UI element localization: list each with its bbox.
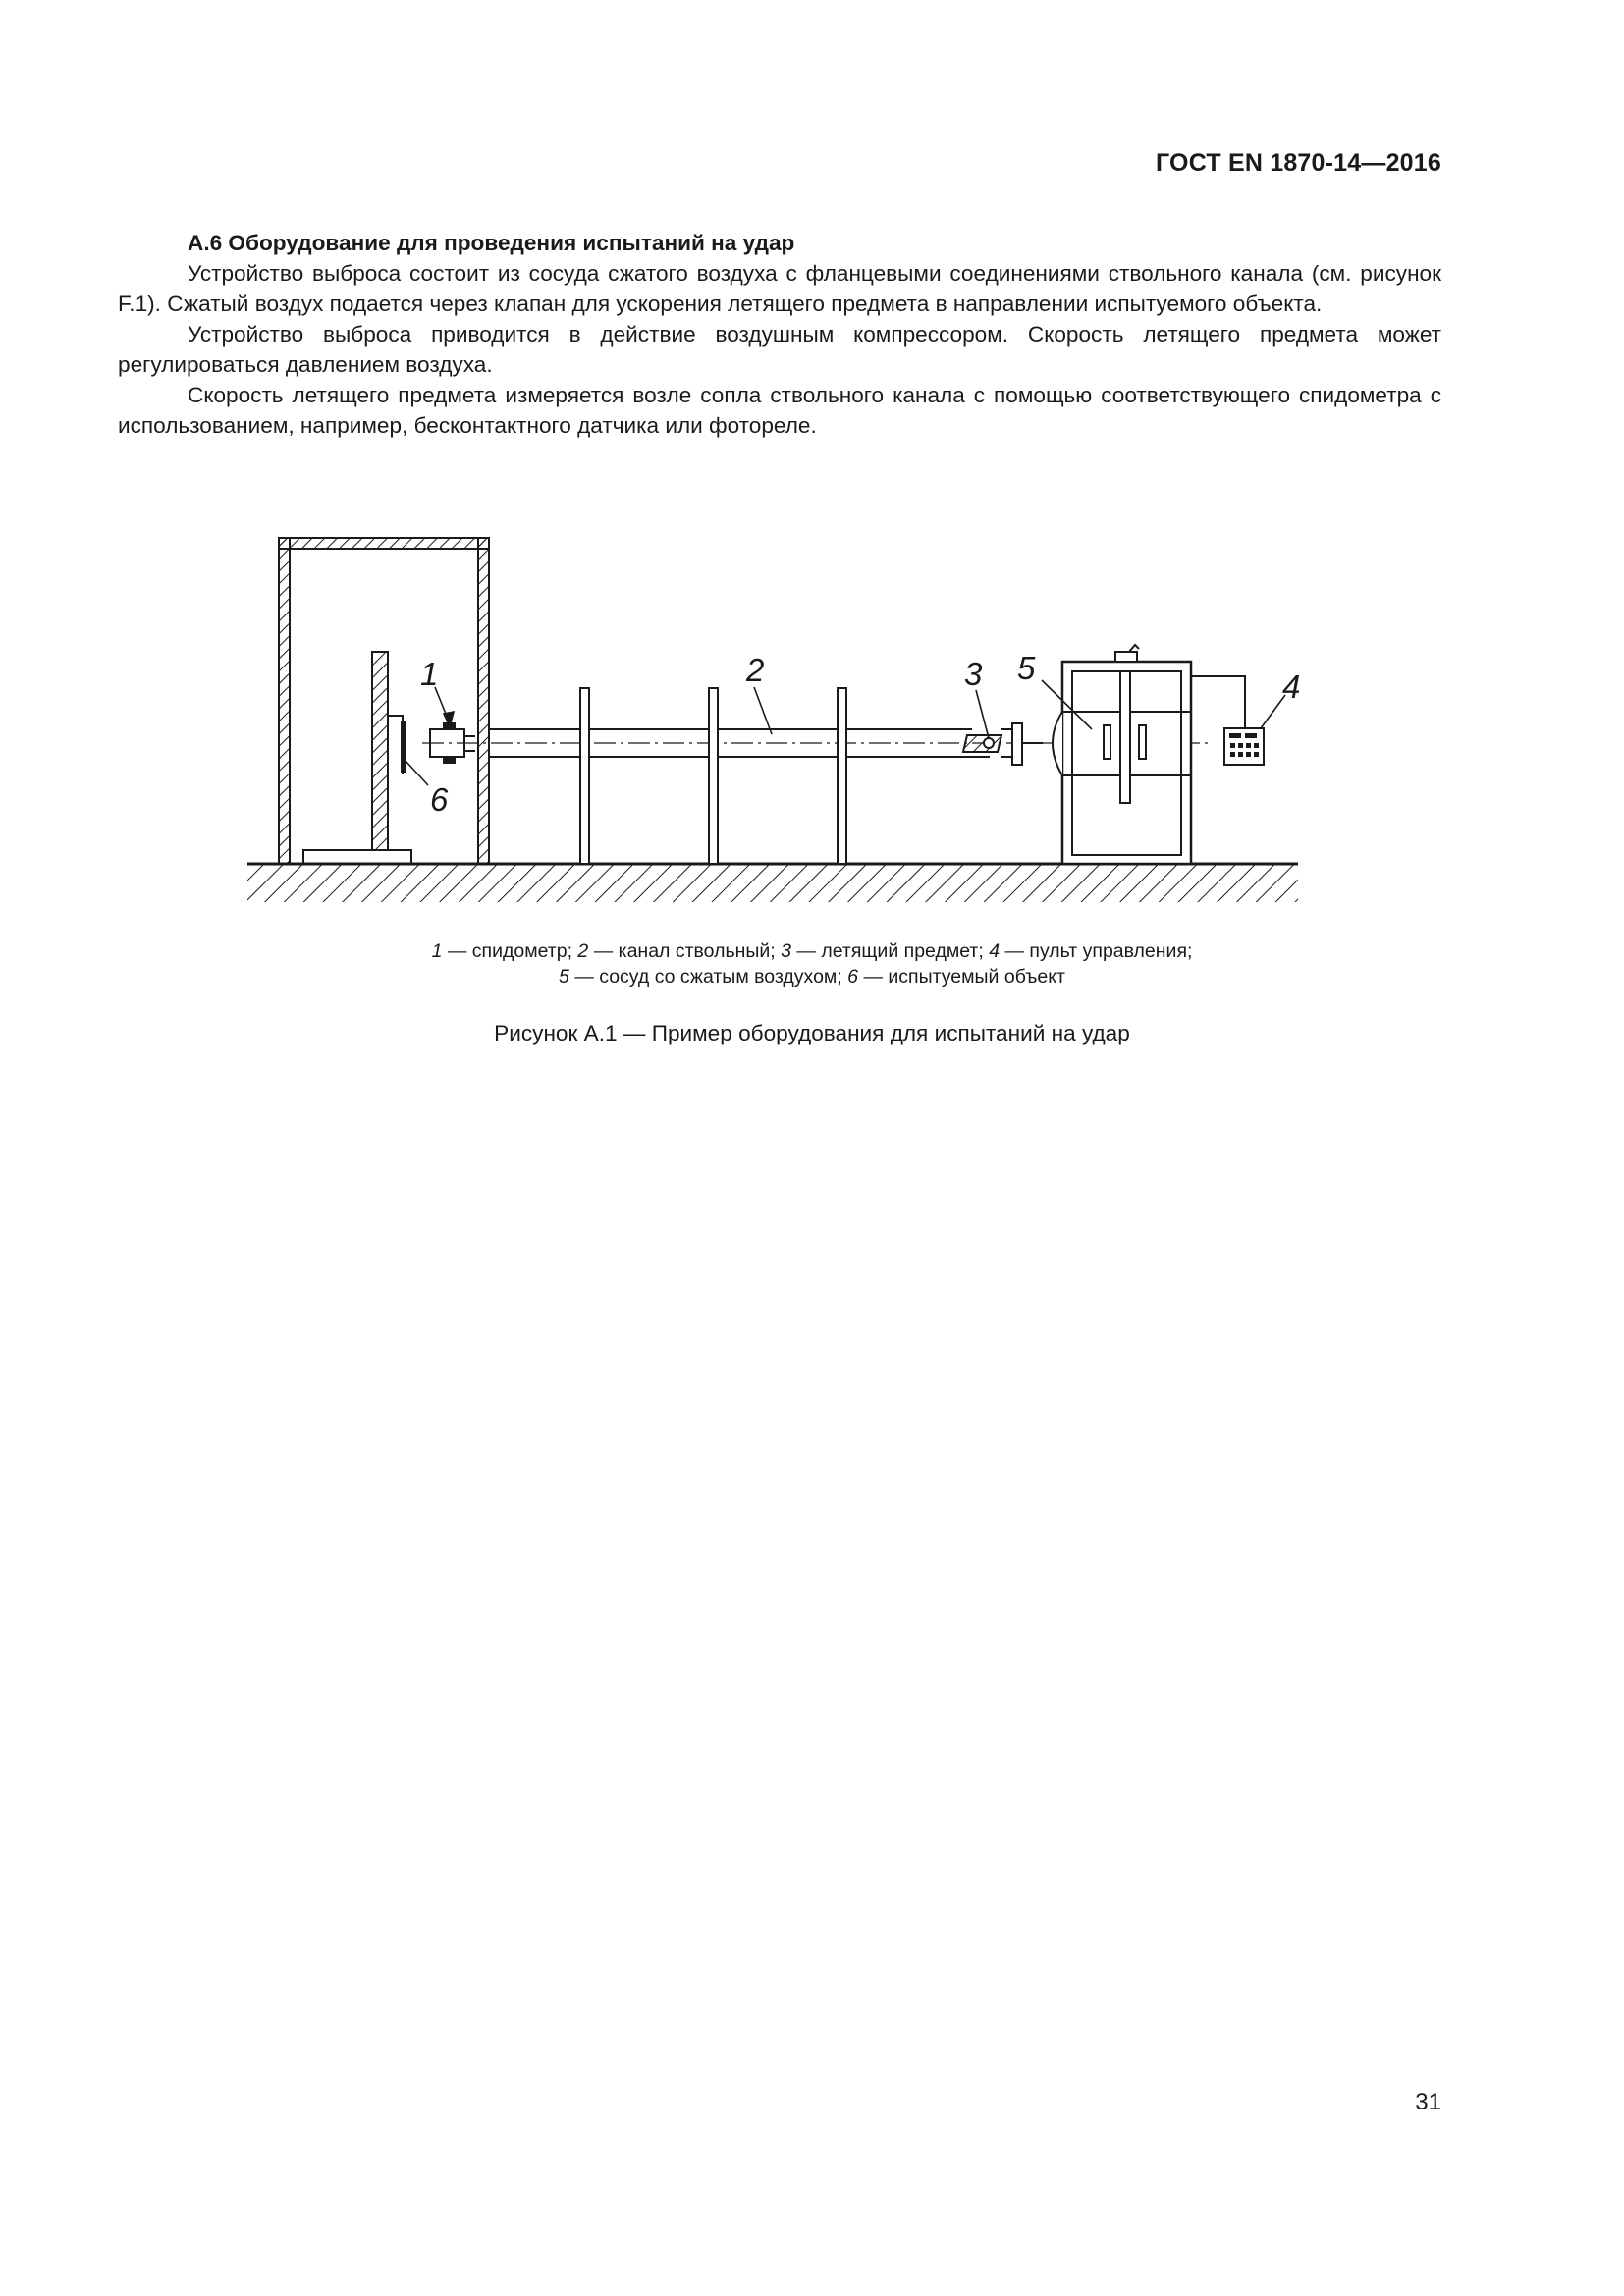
paragraph-3: Скорость летящего предмета измеряется возле сопла ствольного канала с помощью соответствующего спидометра с использованием, например, бесконтактного датчика или фотореле. bbox=[118, 383, 1441, 438]
document-code-header: ГОСТ EN 1870-14—2016 bbox=[1156, 149, 1441, 177]
speedometer bbox=[430, 722, 475, 764]
section-a6 bbox=[118, 228, 1441, 441]
legend-num-6: 6 bbox=[847, 966, 859, 988]
legend-num-5: 5 bbox=[559, 966, 569, 988]
flying-projectile bbox=[963, 735, 1001, 752]
barrel-supports bbox=[580, 688, 846, 864]
section-title: А.6 Оборудование для проведения испытаний на удар bbox=[188, 231, 795, 255]
legend-num-2: 2 bbox=[577, 940, 589, 962]
page-number: 31 bbox=[1415, 2089, 1441, 2115]
control-panel bbox=[1191, 676, 1264, 765]
callout-5: 5 bbox=[1017, 650, 1036, 686]
callout-4: 4 bbox=[1282, 668, 1301, 705]
legend-text-2: — канал ствольный; bbox=[588, 940, 782, 962]
legend-text-5: — сосуд со сжатым воздухом; bbox=[568, 966, 848, 988]
legend-text-1: — спидометр; bbox=[442, 940, 578, 962]
legend-num-3: 3 bbox=[781, 940, 791, 962]
figure-legend bbox=[0, 938, 1624, 989]
legend-num-4: 4 bbox=[989, 940, 1001, 962]
callout-3: 3 bbox=[964, 656, 983, 692]
callout-leaders bbox=[406, 680, 1285, 785]
legend-text-4: — пульт управления; bbox=[1000, 940, 1193, 962]
compressed-air-vessel bbox=[1053, 645, 1191, 864]
barrel-flange bbox=[1001, 723, 1043, 765]
legend-text-6: — испытуемый объект bbox=[858, 966, 1065, 988]
legend-text-3: — летящий предмет; bbox=[790, 940, 990, 962]
legend-line-1 bbox=[0, 938, 1624, 964]
test-object-stand bbox=[372, 652, 406, 850]
paragraph-2: Устройство выброса приводится в действие воздушным компрессором. Скорость летящего предмета может регулироваться давлением воздуха. bbox=[118, 322, 1441, 377]
legend-num-1: 1 bbox=[431, 940, 443, 962]
barrel-channel bbox=[422, 729, 1208, 757]
paragraph-1: Устройство выброса состоит из сосуда сжатого воздуха с фланцевыми соединениями ствольного канала (см. рисунок F.1). Сжатый воздух подается через клапан для ускорения летящего предмета в направлении испытуемого объекта. bbox=[118, 261, 1441, 316]
callout-6: 6 bbox=[430, 781, 449, 818]
callout-2: 2 bbox=[746, 652, 765, 688]
test-cabin bbox=[279, 538, 489, 864]
legend-line-2 bbox=[0, 964, 1624, 989]
callout-1: 1 bbox=[420, 656, 439, 692]
ground-floor bbox=[247, 864, 1298, 902]
figure-caption: Рисунок А.1 — Пример оборудования для испытаний на удар bbox=[494, 1021, 1130, 1045]
